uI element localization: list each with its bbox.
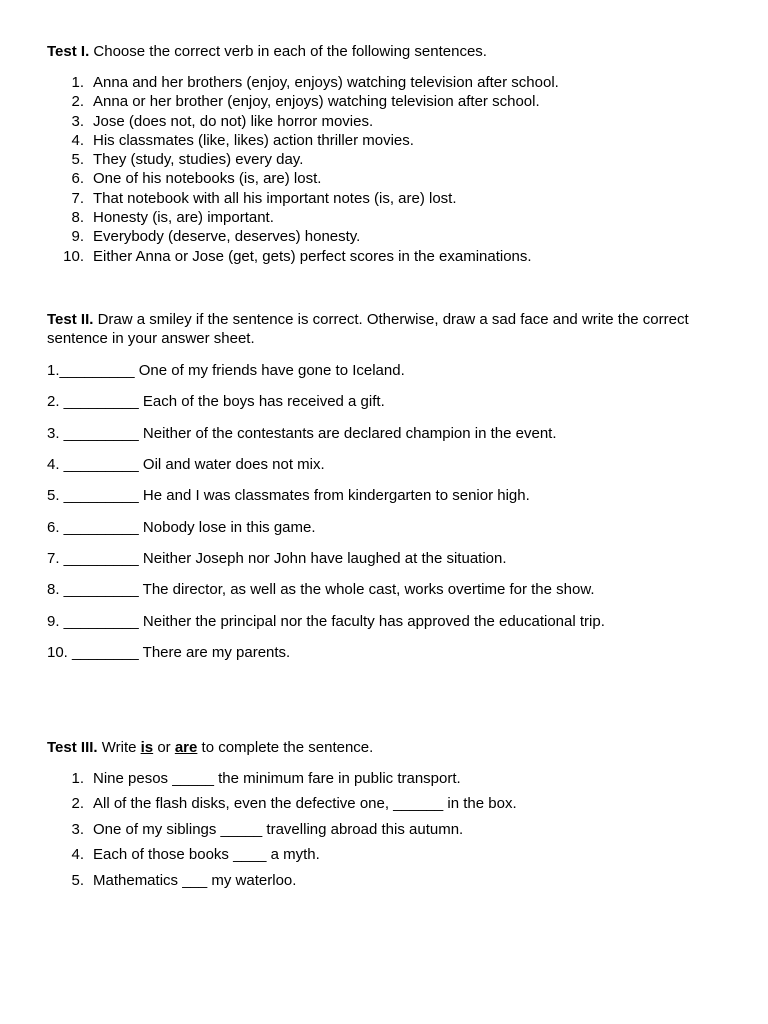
- item-text: Anna and her brothers (enjoy, enjoys) watching television after school.: [93, 74, 559, 91]
- test3-instruction-mid: or: [153, 739, 175, 756]
- test3-instruction-post: to complete the sentence.: [197, 739, 374, 756]
- list-item: 3. _________ Neither of the contestants are declared champion in the event.: [47, 425, 557, 442]
- item-number: 10.: [63, 247, 84, 265]
- test2-label: Test II.: [47, 311, 94, 328]
- test2-instruction-line2: sentence in your answer sheet.: [47, 330, 255, 347]
- item-number: 1.: [71, 74, 84, 91]
- item-text: One of my siblings _____ travelling abroad this autumn.: [93, 820, 464, 838]
- item-text: Each of those books ____ a myth.: [93, 846, 320, 864]
- test3-word-is: is: [140, 739, 154, 756]
- item-number: 3.: [71, 112, 84, 130]
- item-text: Everybody (deserve, deserves) honesty.: [93, 228, 361, 246]
- test2-heading: [47, 310, 727, 348]
- test3-instruction-pre: Write: [97, 739, 141, 756]
- item-text: His classmates (like, likes) action thriller movies.: [93, 131, 414, 149]
- item-number: 6.: [71, 170, 84, 188]
- item-number: 2.: [71, 93, 84, 111]
- list-item: 4. _________ Oil and water does not mix.: [47, 456, 325, 473]
- item-text: All of the flash disks, even the defective one, ______ in the box.: [93, 795, 517, 813]
- item-text: Honesty (is, are) important.: [93, 209, 274, 227]
- test3-heading: [47, 738, 727, 757]
- item-text: Jose (does not, do not) like horror movies.: [93, 112, 374, 130]
- item-number: 4.: [71, 131, 84, 149]
- item-number: 2.: [71, 795, 84, 813]
- test1-label: Test I.: [47, 43, 90, 60]
- list-item: 9. _________ Neither the principal nor the faculty has approved the educational trip.: [47, 613, 605, 630]
- list-item: 10. ________ There are my parents.: [47, 644, 291, 661]
- item-text: Mathematics ___ my waterloo.: [93, 871, 297, 889]
- item-text: That notebook with all his important notes (is, are) lost.: [93, 189, 457, 207]
- list-item: 2. _________ Each of the boys has received a gift.: [47, 393, 385, 410]
- item-text: Nine pesos _____ the minimum fare in public transport.: [93, 770, 461, 787]
- test1-heading: [47, 42, 727, 61]
- list-item: 6. _________ Nobody lose in this game.: [47, 519, 316, 536]
- item-number: 8.: [71, 209, 84, 227]
- list-item: 1._________ One of my friends have gone to Iceland.: [47, 362, 405, 379]
- list-item: 7. _________ Neither Joseph nor John have laughed at the situation.: [47, 550, 507, 567]
- item-number: 5.: [71, 151, 84, 169]
- item-text: One of his notebooks (is, are) lost.: [93, 170, 322, 188]
- item-number: 7.: [71, 189, 84, 207]
- item-text: Either Anna or Jose (get, gets) perfect scores in the examinations.: [93, 247, 532, 265]
- item-number: 5.: [71, 871, 84, 889]
- test3-label: Test III.: [47, 739, 98, 756]
- item-text: They (study, studies) every day.: [93, 151, 304, 169]
- item-number: 3.: [71, 820, 84, 838]
- test3-word-are: are: [174, 739, 198, 756]
- item-text: Anna or her brother (enjoy, enjoys) watching television after school.: [93, 93, 540, 111]
- item-number: 9.: [71, 228, 84, 246]
- list-item: 8. _________ The director, as well as the whole cast, works overtime for the show.: [47, 581, 595, 598]
- list-item: 5. _________ He and I was classmates from kindergarten to senior high.: [47, 487, 530, 504]
- test1-instruction: Choose the correct verb in each of the following sentences.: [89, 43, 487, 60]
- item-number: 1.: [71, 770, 84, 787]
- item-number: 4.: [71, 846, 84, 864]
- test2-instruction-line1: Draw a smiley if the sentence is correct. Otherwise, draw a sad face and write the correct: [93, 311, 689, 328]
